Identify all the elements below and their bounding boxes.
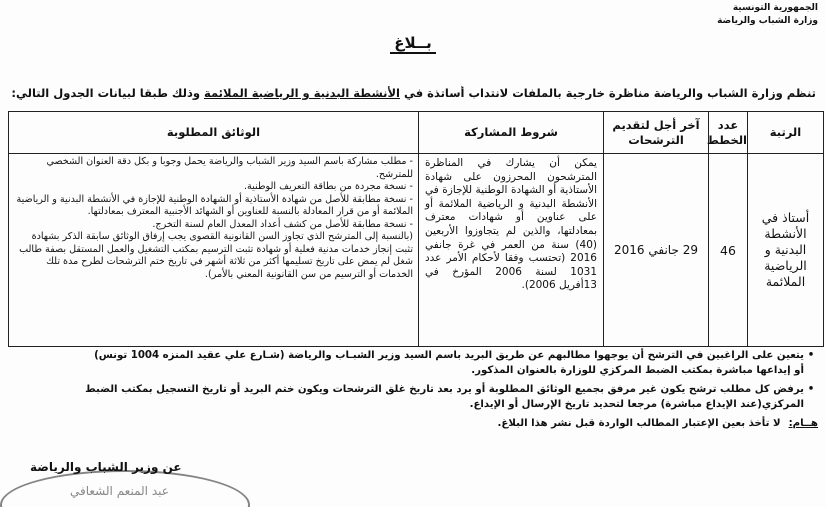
- header-deadline: آخر أجل لتقديم الترشحات: [604, 112, 709, 154]
- cell-count: 46: [709, 154, 748, 347]
- note-submission: [3, 348, 818, 363]
- document-item: - نسخة مطابقة للأصل من شهادة الأستاذية أو الشهادة الوطنية للإجازة في الأنشطة البدنية و الرياضية الملائمة أو من قرار المعادلة بالنسبة للعناوين أو الشهائد الأجنبية المعترف بمعادلتها.: [16, 193, 413, 217]
- document-item: - نسخة مطابقة للأصل من كشف أعداد المعدل العام لسنة التخرج.: [152, 218, 413, 230]
- title-text: بــلاغ: [390, 34, 436, 54]
- cell-rank: أستاذ في الأنشطة البدنية و الرياضية الملائمة: [748, 154, 824, 347]
- signatory-name: عبد المنعم الشعافي: [70, 484, 169, 498]
- note-rejection-cont: [3, 397, 818, 412]
- note2-text-cont: المركزي(عند الإيداع مباشرة) مرجعا لتحديد تاريخ الإرسال أو الإيداع.: [469, 399, 804, 410]
- document-item: (بالنسبة إلى المترشح الذي تجاوز السن القانونية القصوى يجب إرفاق الوثائق سابقة الذكر بشهادة تثبت إنجاز خدمات مدنية فعلية أو شهادة تثبت الترسيم بمكتب التشغيل والعمل المستقل بصفة طالب شغل لم يمض على تاريخ تسليمها أكثر من ثلاثة أشهر في تاريخ ختم الترشحات لطرح مدة تلك الخدمات أو الترسيم من سن القانونية المعني بالأمر).: [19, 231, 413, 280]
- table-row: [9, 154, 824, 347]
- letterhead: [717, 2, 818, 28]
- cell-documents: [9, 154, 419, 347]
- note-rejection: [3, 382, 818, 397]
- cell-conditions: يمكن أن يشارك في المناظرة المترشحون المحرزون على شهادة الأستاذية أو الشهادة الوطنية للإجازة في الأنشطة البدنية و الرياضية الملائمة أو على عناوين أو شهادات معترف بمعادلتها، والذين لم يتجاوزوا الأربعين (40) سنة من العمر في غرة جانفي 2016 (تحتسب وفقا لأحكام الأمر عدد 1031 لسنة 2006 المؤرخ في 13أفريل 2006).: [419, 154, 604, 347]
- important-label: هــام:: [788, 418, 818, 429]
- note1-text: يتعين على الراغبين في الترشح أن يوجهوا مطالبهم عن طريق البريد باسم السيد وزير الشبـاب والرياضة: [284, 350, 804, 361]
- note-important: [3, 416, 818, 431]
- ministry-name: وزارة الشباب والرياضة: [717, 16, 818, 26]
- header-documents: الوثائق المطلوبة: [9, 112, 419, 154]
- note2-text: يرفض كل مطلب ترشح يكون غير مرفق بجميع الوثائق المطلوبة أو يرد بعد تاريخ غلق الترشحات ويكون ختم البريد أو تاريخ التسجيل بمكتب الضبط: [85, 384, 804, 395]
- intro-part2: الأنشطة البدنية و الرياضية الملائمة: [204, 86, 400, 100]
- header-count: عدد الخطط: [709, 112, 748, 154]
- header-conditions: شروط المشاركة: [419, 112, 604, 154]
- header-rank: الرتبة: [748, 112, 824, 154]
- note-submission-cont: [3, 363, 818, 378]
- intro-part1: تنظم وزارة الشباب والرياضة مناظرة خارجية بالملفات لانتداب أساتذة في: [399, 86, 816, 100]
- bullet-icon: •: [807, 350, 815, 361]
- document-item: - نسخة مجردة من بطاقة التعريف الوطنية.: [243, 181, 413, 192]
- document-item: - مطلب مشاركة باسم السيد وزير الشباب والرياضة يحمل وجوبا و بكل دقة العنوان الشخصي للمترشح.: [46, 156, 413, 180]
- page-title: [0, 34, 826, 54]
- cell-deadline: 29 جانفي 2016: [604, 154, 709, 347]
- intro-paragraph: [6, 86, 816, 100]
- bullet-icon: •: [807, 384, 815, 395]
- note1-text-cont: أو إيداعها مباشرة بمكتب الضبط المركزي للوزارة بالعنوان المذكور.: [471, 365, 804, 376]
- positions-table: [8, 111, 824, 347]
- note3-text: لا تأخذ بعين الإعتبار المطالب الواردة قبل نشر هذا البلاغ.: [497, 418, 781, 429]
- notes-section: [3, 348, 818, 431]
- signature-line: عن وزير الشباب والرياضة: [30, 460, 182, 474]
- table-header-row: [9, 112, 824, 154]
- intro-part3: وذلك طبقا لبيانات الجدول التالي:: [11, 86, 204, 100]
- republic-name: الجمهورية التونسية: [732, 3, 818, 13]
- note1-address: (شـارع علي عقيد المنزه 1004 تونس): [94, 350, 285, 361]
